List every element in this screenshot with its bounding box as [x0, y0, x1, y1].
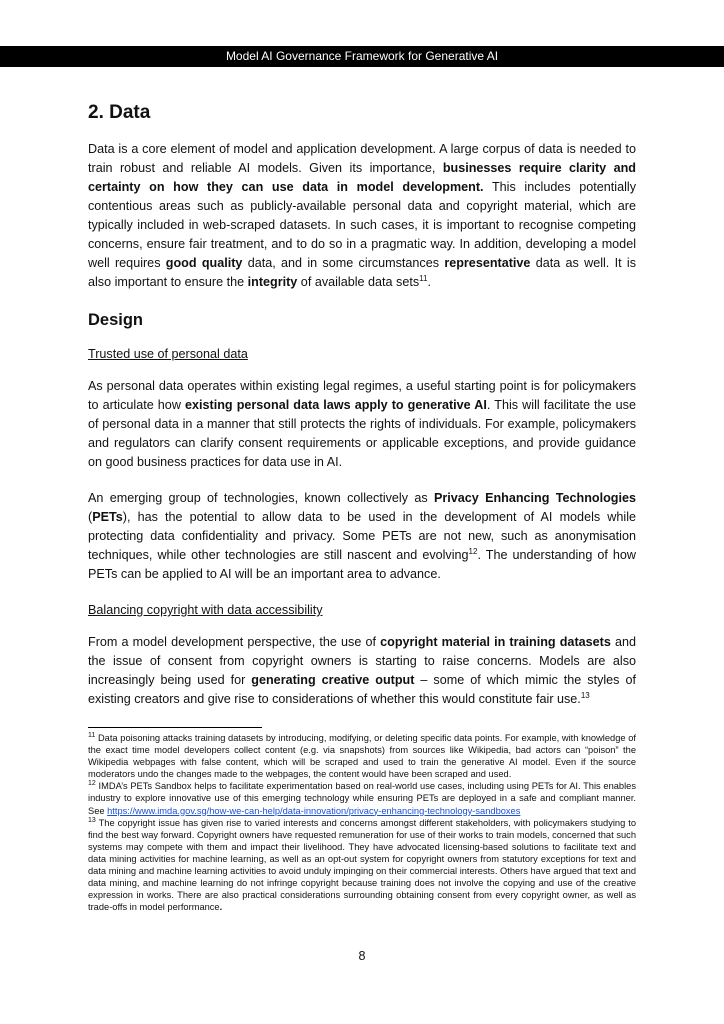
footnote-11: $^{11}$ Data poisoning attacks training datasets by introducing, modifying, or deleting specific data points. For example, with knowledge of the exact time model developers collect content (e.g. via snapshots) from sources like Wikipedia, bad actors can “poison” the Wikipedia webpages with false content, which will be scraped and used to train the generative AI model. Even if the source moderators undo the changes made to the webpages, the content would have been scraped and used.	[88, 731, 636, 780]
personal-data-heading: Trusted use of personal data	[88, 347, 248, 361]
personal-data-paragraph-1: As personal data operates within existing legal regimes, a useful starting point is for policymakers to articulate how existing personal data laws apply to generative AI. This will facilitate the use of personal data in a manner that still protects the rights of individuals. For example, policymakers and regulators can clarify consent requirements or applicable exceptions, and provide guidance on good business practices for data use in AI.	[88, 379, 636, 469]
footnote-12: $^{12}$ IMDA’s PETs Sandbox helps to facilitate experimentation based on real-world use cases, including using PETs for AI. This enables industry to explore innovative use of this emerging technology while ensuring PETs are deployed in a safe and compliant manner. See https://www.imda.gov.sg/how-we-can-help/data-innovation/privacy-enhancing-technology-sandboxes	[88, 780, 636, 816]
copyright-heading: Balancing copyright with data accessibility	[88, 603, 323, 617]
footnote-divider	[88, 727, 262, 728]
design-heading: Design	[88, 311, 144, 329]
section-title: 2. Data	[88, 102, 151, 123]
footnote-ref-13[interactable]: 13	[580, 690, 590, 700]
copyright-paragraph: From a model development perspective, the use of copyright material in training datasets and the issue of consent from copyright owners is starting to raise concerns. Models are also increasingly being used for generating creative output – some of which mimic the styles of existing creators and give rise to considerations of whether this would constitute fair use.$^{13}$	[88, 635, 636, 706]
footnote-ref-12[interactable]: 12	[468, 546, 478, 556]
document-header	[0, 46, 724, 67]
imda-pets-sandbox-link[interactable]: https://www.imda.gov.sg/how-we-can-help/data-innovation/privacy-enhancing-technology-sandboxes	[107, 805, 521, 816]
footnote-13: $^{13}$ The copyright issue has given rise to varied interests and concerns amongst different stakeholders, with policymakers studying to find the best way forward. Copyright owners have requested remuneration for use of their works to train models, concerned that such systems may compete with them and impact their livelihood. They have advocated licensing-based solutions to facilitate text and data mining activities for machine learning, as well as an opt-out system for copyright owners from statutory exceptions for text and data mining and machine learning activities to avoid unduly impinging on their commercial interests. Others have argued that text and data mining, and machine learning do not infringe copyright because training does not involve the copying and use of the creative expression in works. There are also practical considerations surrounding obtaining consent from every copyright owner, as well as trade-offs in model performance.	[88, 816, 636, 913]
footnotes	[88, 732, 636, 913]
page-number: 8	[358, 949, 366, 963]
intro-paragraph: Data is a core element of model and application development. A large corpus of data is needed to train robust and reliable AI models. Given its importance, businesses require clarity and certainty on how they can use data in model development. This includes potentially contentious areas such as publicly-available personal data and copyright material, which are typically included in web-scraped datasets. In such cases, it is important to recognise competing concerns, ensure fair treatment, and to do so in a pragmatic way. In addition, developing a model well requires good quality data, and in some circumstances representative data as well. It is also important to ensure the integrity of available data sets$^{11}$.	[88, 142, 636, 289]
footnote-ref-11[interactable]: 11	[419, 273, 428, 283]
page-content	[88, 100, 636, 913]
header-title: Model AI Governance Framework for Generative AI	[225, 49, 499, 63]
personal-data-paragraph-2: An emerging group of technologies, known collectively as Privacy Enhancing Technologies (PETs), has the potential to allow data to be used in the development of AI models while protecting data confidentiality and privacy. Some PETs are not new, such as anonymisation techniques, while other technologies are still nascent and evolving$^{12}$. The understanding of how PETs can be applied to AI will be an important area to advance.	[88, 491, 636, 581]
